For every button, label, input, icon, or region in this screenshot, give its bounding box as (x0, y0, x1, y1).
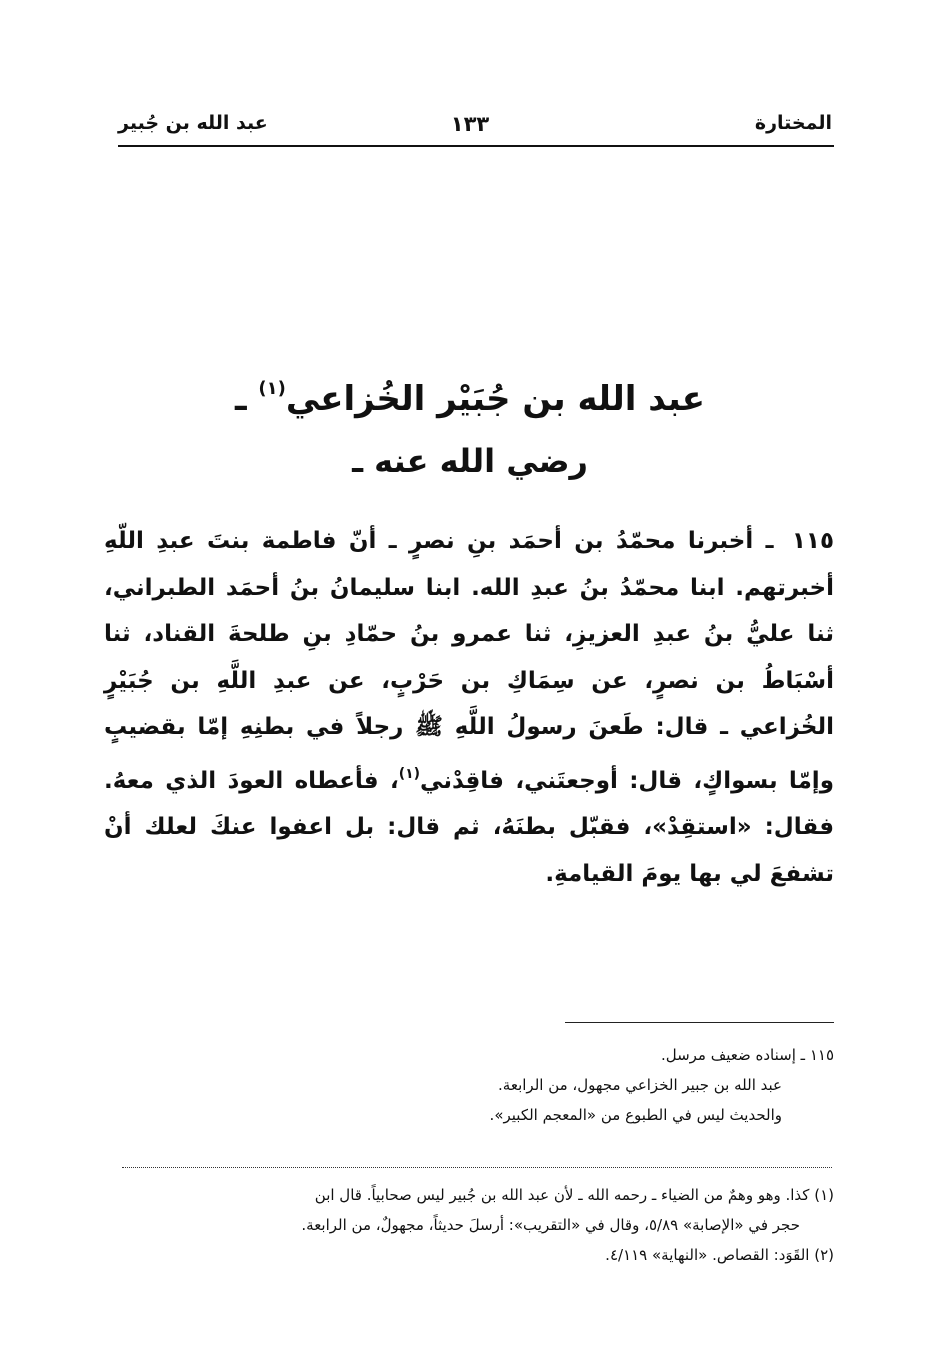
takhrij-rule (565, 1022, 834, 1023)
footnote-1-line2: حجر في «الإصابة» ٥/٨٩، وقال في «التقريب»: أرسلَ حديثاً، مجهولٌ، من الرابعة. (301, 1216, 800, 1234)
footnote-1-line1: (١) كذا. وهو وهمٌ من الضياء ـ رحمه الله ـ لأن عبد الله بن جُبير ليس صحابياً. قال ابن (314, 1186, 834, 1204)
takhrij-line: ١١٥ ـ إسناده ضعيف مرسل. (660, 1046, 834, 1064)
hadith-text-part2: ، فأعطاه العودَ الذي معهُ. فقال: «استقِدْ»، فقبّل بطنَهُ، ثم قال: بل اعفوا عنكَ لعلك أنْ تشفعَ لي بها يومَ القيامةِ. (104, 767, 834, 887)
hadith-paragraph (104, 518, 834, 897)
section-title-text: عبد الله بن جُبَيْر الخُزاعي (285, 379, 706, 419)
section-title-dash: ـ (234, 379, 259, 419)
hadith-footnote-ref: (١) (398, 765, 421, 782)
hadith-number: ١١٥ (791, 528, 835, 554)
page-number: ١٣٣ (450, 112, 490, 136)
running-header-book-title: المختارة (754, 112, 832, 134)
section-title-line2: رضي الله عنه ـ (352, 442, 588, 480)
running-header-chapter: عبد الله بن جُبير (118, 112, 268, 134)
footnote-separator (122, 1167, 832, 1168)
hadith-body (104, 518, 834, 897)
section-title-line1 (0, 378, 940, 419)
hadith-text-part1: ـ أخبرنا محمّدُ بن أحمَد بنِ نصرٍ ـ أنّ فاطمة بنتَ عبدِ اللّهِ أخبرتهم. ابنا محمّدُ بنُ عبدِ الله. ابنا سليمانُ بنُ أحمَد الطبراني، ثنا عليُّ بنُ عبدِ العزيزِ، ثنا عمرو بنُ حمّادِ بنِ طلحةَ القناد، ثنا أسْبَاطُ بن نصرٍ، عن سِمَاكِ بن حَرْبٍ، عن عبدِ اللَّهِ بن جُبَيْرٍ الخُزاعي ـ قال: طَعنَ رسولُ اللَّهِ ﷺ رجلاً في بطنِهِ إمّا بقضيبٍ وإمّا بسواكٍ، قال: أوجعتَني، فاقِدْني (104, 528, 834, 794)
title-footnote-ref: (١) (258, 378, 286, 399)
takhrij-line: والحديث ليس في الطبوع من «المعجم الكبير». (489, 1106, 782, 1124)
footnote-2: (٢) القَوَد: القصاص. «النهاية» ٤/١١٩. (605, 1246, 834, 1264)
header-rule (118, 145, 834, 147)
takhrij-line: عبد الله بن جبير الخزاعي مجهول، من الرابعة. (498, 1076, 782, 1094)
footnotes (114, 1180, 834, 1270)
takhrij-notes (134, 1040, 834, 1130)
